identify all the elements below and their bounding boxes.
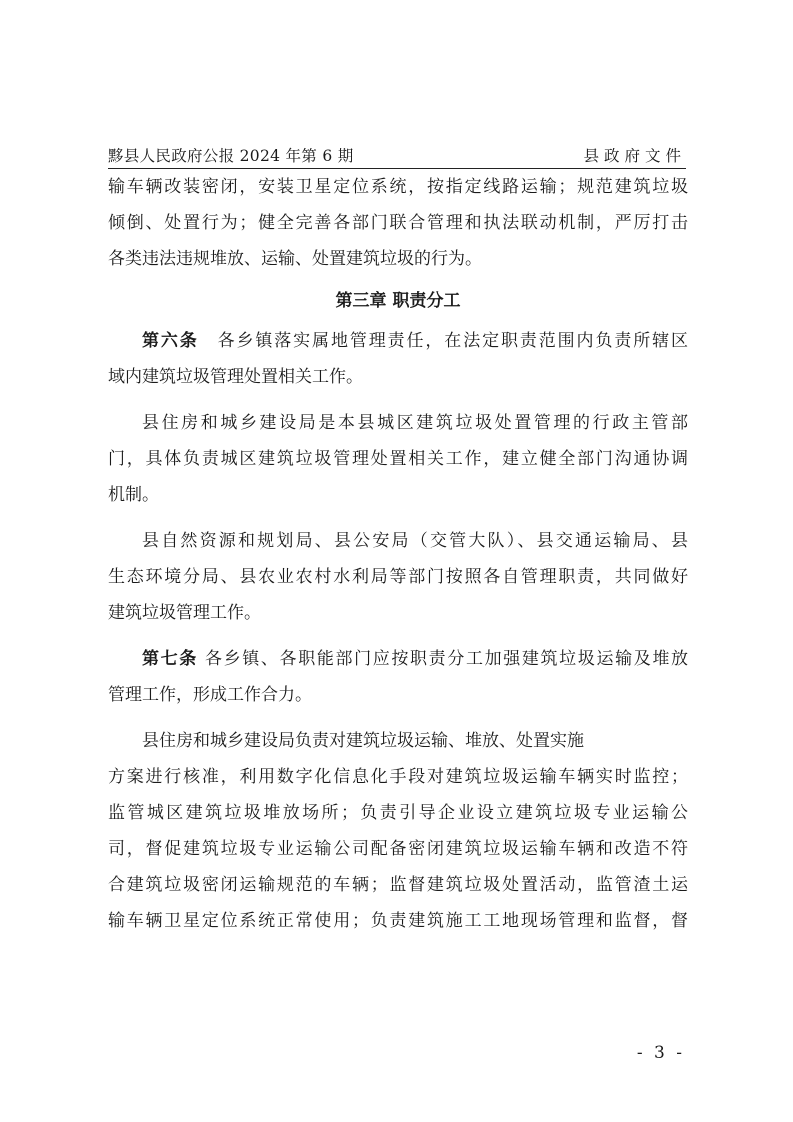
bulletin-title: 黟县人民政府公报 2024 年第 6 期	[108, 147, 354, 165]
text-line: 各类违法违规堆放、运输、处置建筑垃圾的行为。	[108, 249, 482, 269]
article-6	[108, 330, 688, 402]
chapter-heading: 第三章 职责分工	[335, 291, 461, 311]
text-line: 建筑垃圾管理工作。	[108, 603, 261, 623]
paragraph	[108, 176, 688, 284]
article-text: 各乡镇落实属地管理责任，在法定职责范围内负责所辖区	[217, 331, 689, 351]
text-line	[108, 330, 688, 366]
paragraph	[108, 730, 688, 946]
page-header	[108, 142, 686, 169]
text-line: 输车辆卫星定位系统正常使用；负责建筑施工工地现场管理和监督，督	[108, 911, 688, 931]
text-line	[108, 648, 688, 684]
text-line: 倾倒、处置行为；健全完善各部门联合管理和执法联动机制，严厉打击	[108, 213, 688, 233]
article-label: 第六条	[142, 331, 199, 351]
text-line: 生态环境分局、县农业农村水利局等部门按照各自管理职责，共同做好	[108, 567, 688, 587]
text-line: 门，具体负责城区建筑垃圾管理处置相关工作，建立健全部门沟通协调	[108, 449, 688, 469]
text-line: 县住房和城乡建设局负责对建筑垃圾运输、堆放、处置实施	[142, 731, 584, 751]
text-line: 监管城区建筑垃圾堆放场所；负责引导企业设立建筑垃圾专业运输公	[108, 803, 688, 823]
article-label: 第七条	[142, 649, 198, 669]
article-7	[108, 648, 688, 720]
document-body	[108, 176, 688, 946]
text-line: 司，督促建筑垃圾专业运输公司配备密闭建筑垃圾运输车辆和改造不符	[108, 839, 688, 859]
page-number: - 3 -	[636, 1043, 685, 1063]
document-category: 县政府文件	[583, 147, 686, 165]
article-text: 各乡镇、各职能部门应按职责分工加强建筑垃圾运输及堆放	[204, 649, 689, 669]
text-line: 机制。	[108, 485, 159, 505]
text-line: 县自然资源和规划局、县公安局（交管大队）、县交通运输局、县	[142, 531, 688, 551]
text-line: 县住房和城乡建设局是本县城区建筑垃圾处置管理的行政主管部	[142, 413, 688, 433]
paragraph	[108, 530, 688, 638]
text-line: 方案进行核准，利用数字化信息化手段对建筑垃圾运输车辆实时监控；	[108, 767, 688, 787]
paragraph	[108, 412, 688, 520]
text-line: 合建筑垃圾密闭运输规范的车辆；监督建筑垃圾处置活动，监管渣土运	[108, 875, 688, 895]
text-line: 域内建筑垃圾管理处置相关工作。	[108, 367, 363, 387]
text-line: 管理工作，形成工作合力。	[108, 685, 312, 705]
text-line: 输车辆改装密闭，安装卫星定位系统，按指定线路运输；规范建筑垃圾	[108, 177, 688, 197]
